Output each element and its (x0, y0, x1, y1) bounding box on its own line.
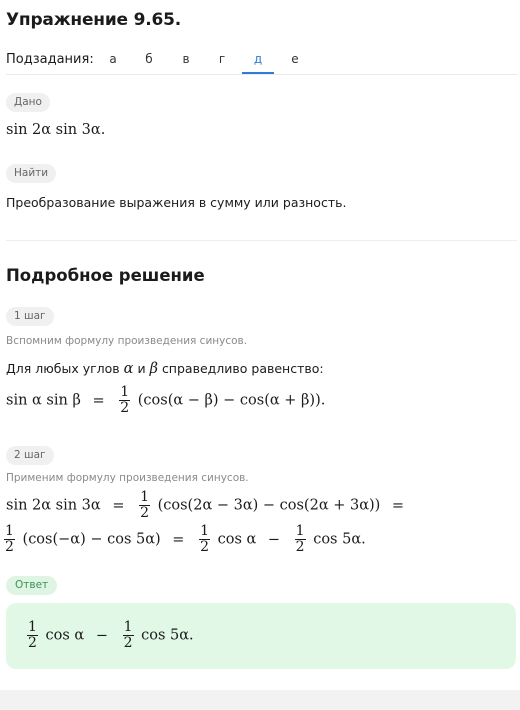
minus-sign: − (95, 627, 108, 644)
fraction-numerator: 1 (200, 523, 209, 539)
given-expression: sin 2α sin 3α. (6, 122, 106, 138)
step1-and: и (137, 361, 146, 376)
step1-badge: 1 шаг (6, 307, 54, 326)
answer-part2: cos 5α. (141, 627, 194, 644)
fraction-half (199, 524, 210, 555)
equals-sign: = (92, 392, 105, 409)
step2-note: Применим формулу произведения синусов. (6, 472, 249, 484)
formula-left: sin α sin β (6, 392, 81, 409)
line2-part3: cos 5α. (313, 531, 366, 548)
fraction-numerator: 1 (123, 619, 133, 635)
beta-symbol: β (149, 361, 158, 377)
section-divider (6, 240, 517, 241)
find-text: Преобразование выражения в сумму или разность. (6, 195, 347, 210)
equals-sign: = (391, 497, 405, 514)
fraction-half (139, 490, 150, 521)
fraction-half (4, 524, 15, 555)
fraction-numerator: 1 (295, 523, 305, 539)
fraction-half (119, 385, 130, 416)
tab-v[interactable]: в (182, 52, 190, 66)
step1-text-b: справедливо равенство: (161, 361, 324, 376)
fraction-denominator: 2 (200, 539, 209, 555)
given-badge: Дано (6, 93, 50, 112)
fraction-numerator: 1 (28, 619, 37, 635)
formula-right: (cos(α − β) − cos(α + β)). (137, 392, 326, 409)
step2-line2 (4, 524, 366, 555)
line1-left: sin 2α sin 3α (6, 497, 101, 514)
tab-a[interactable]: а (109, 52, 117, 66)
equals-sign: = (172, 531, 185, 548)
fraction-denominator: 2 (123, 635, 133, 651)
line2-part2: cos α (217, 531, 257, 548)
line1-right: (cos(2α − 3α) − cos(2α + 3α)) (157, 497, 381, 514)
step1-text-a: Для любых углов (6, 361, 120, 376)
fraction-denominator: 2 (5, 539, 14, 555)
line2-part1: (cos(−α) − cos 5α) (22, 531, 161, 548)
fraction-denominator: 2 (295, 539, 305, 555)
tab-d[interactable]: д (242, 50, 274, 74)
answer-part1: cos α (45, 627, 85, 644)
fraction-numerator: 1 (140, 489, 149, 505)
minus-sign: − (267, 531, 281, 548)
tab-g[interactable]: г (218, 52, 226, 66)
equals-sign: = (112, 497, 125, 514)
page-footer (0, 690, 520, 710)
fraction-half (123, 620, 134, 651)
answer-box (6, 603, 516, 669)
fraction-half (295, 524, 306, 555)
fraction-denominator: 2 (120, 400, 130, 416)
fraction-numerator: 1 (120, 384, 130, 400)
find-badge: Найти (6, 164, 56, 183)
subtasks-label: Подзадания: (6, 52, 94, 67)
subtasks-nav (6, 50, 517, 75)
step1-note: Вспомним формулу произведения синусов. (6, 335, 248, 347)
tab-b[interactable]: б (145, 52, 153, 66)
answer-expression (24, 620, 194, 651)
solution-heading: Подробное решение (6, 266, 205, 285)
fraction-denominator: 2 (140, 505, 149, 521)
alpha-symbol: α (123, 361, 134, 377)
fraction-half (27, 620, 38, 651)
step1-text (6, 361, 324, 377)
step2-badge: 2 шаг (6, 446, 54, 465)
step1-formula (6, 385, 325, 416)
tab-e[interactable]: е (291, 52, 299, 66)
fraction-numerator: 1 (5, 523, 14, 539)
answer-badge: Ответ (6, 576, 57, 595)
step2-line1 (6, 490, 411, 521)
page-title: Упражнение 9.65. (6, 10, 181, 30)
fraction-denominator: 2 (28, 635, 37, 651)
